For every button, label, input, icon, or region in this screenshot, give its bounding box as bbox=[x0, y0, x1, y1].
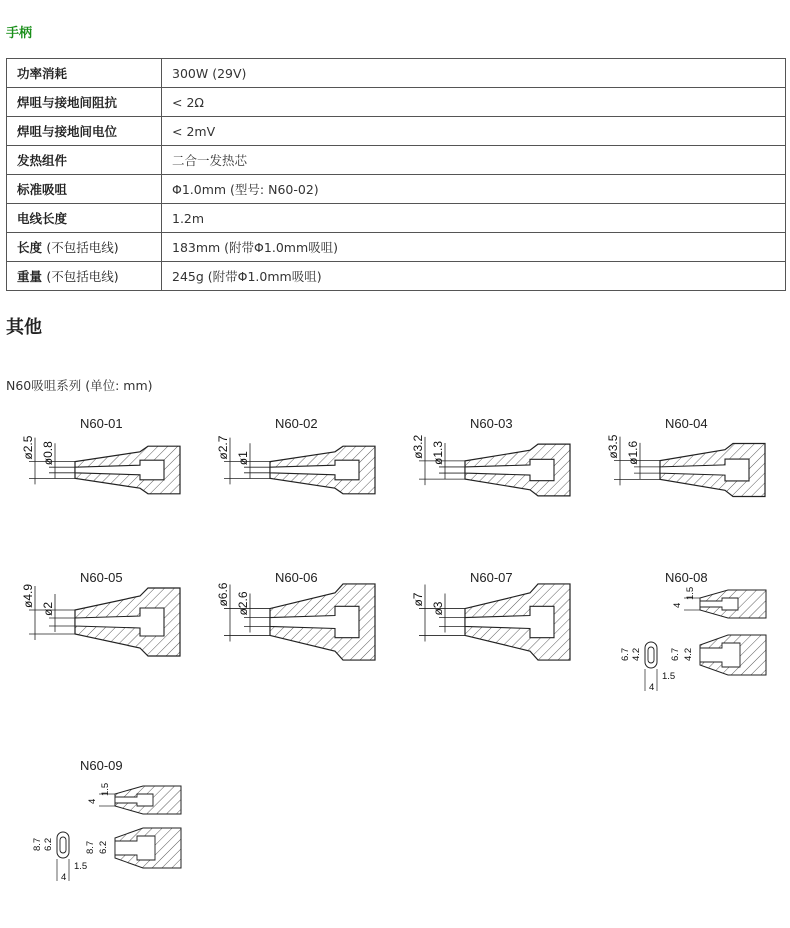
spec-key: 功率消耗 bbox=[7, 59, 162, 88]
spec-key: 发热组件 bbox=[7, 146, 162, 175]
spec-value: 1.2m bbox=[162, 204, 786, 233]
nozzle-drawing-N60-03 bbox=[411, 416, 570, 496]
outer-diameter-label: ø7 bbox=[411, 592, 425, 607]
outer-height-label: 8.7 bbox=[85, 840, 96, 854]
other-section-title: 其他 bbox=[6, 317, 42, 338]
nozzle-drawing-N60-05 bbox=[21, 570, 180, 656]
outer-diameter-label: ø2.7 bbox=[216, 435, 230, 460]
spec-value: Φ1.0mm (型号: N60-02) bbox=[162, 175, 786, 204]
nozzle-model-label: N60-09 bbox=[80, 758, 123, 773]
spec-key: 标准吸咀 bbox=[7, 175, 162, 204]
side-height-label: 4 bbox=[87, 798, 98, 804]
table-row bbox=[7, 88, 786, 117]
nozzle-drawing-N60-02 bbox=[216, 416, 375, 494]
inner-diameter-label: ø0.8 bbox=[41, 441, 55, 466]
oval-inner-label: 4.2 bbox=[631, 647, 642, 661]
spec-key: 长度 (不包括电线) bbox=[7, 233, 162, 262]
nozzle-model-label: N60-07 bbox=[470, 570, 513, 585]
outer-diameter-label: ø3.2 bbox=[411, 434, 425, 459]
nozzle-model-label: N60-06 bbox=[275, 570, 318, 585]
nozzle-drawing-N60-06 bbox=[216, 570, 375, 660]
inner-height-label: 6.2 bbox=[98, 840, 109, 854]
table-row bbox=[7, 117, 786, 146]
nozzle-model-label: N60-04 bbox=[665, 416, 708, 431]
oval-outer-label: 6.7 bbox=[620, 647, 631, 661]
oval-inner-label: 6.2 bbox=[43, 837, 54, 851]
side-slot-label: 1.5 bbox=[685, 586, 696, 600]
inner-diameter-label: ø1.6 bbox=[626, 440, 640, 465]
nozzle-drawing-N60-09 bbox=[32, 758, 181, 883]
oval-width-label: 4 bbox=[61, 872, 67, 883]
spec-key: 焊咀与接地间电位 bbox=[7, 117, 162, 146]
nozzle-drawing-N60-01 bbox=[21, 416, 180, 494]
nozzle-drawing-N60-08 bbox=[620, 570, 766, 693]
outer-diameter-label: ø3.5 bbox=[606, 434, 620, 459]
nozzle-drawings bbox=[0, 400, 790, 920]
side-height-label: 4 bbox=[672, 602, 683, 608]
inner-height-label: 4.2 bbox=[683, 647, 694, 661]
outer-diameter-label: ø4.9 bbox=[21, 583, 35, 608]
spec-value: < 2mV bbox=[162, 117, 786, 146]
inner-diameter-label: ø1.3 bbox=[431, 440, 445, 465]
spec-key: 电线长度 bbox=[7, 204, 162, 233]
nozzle-drawing-N60-07 bbox=[411, 570, 570, 660]
spec-value: 300W (29V) bbox=[162, 59, 786, 88]
table-row bbox=[7, 59, 786, 88]
inner-diameter-label: ø3 bbox=[431, 601, 445, 616]
oval-slot-label: 1.5 bbox=[74, 861, 88, 872]
handle-section-title: 手柄 bbox=[6, 26, 33, 41]
side-slot-label: 1.5 bbox=[100, 782, 111, 796]
nozzle-model-label: N60-01 bbox=[80, 416, 123, 431]
outer-height-label: 6.7 bbox=[670, 647, 681, 661]
spec-key: 重量 (不包括电线) bbox=[7, 262, 162, 291]
table-row bbox=[7, 204, 786, 233]
inner-diameter-label: ø1 bbox=[236, 451, 250, 466]
inner-diameter-label: ø2.6 bbox=[236, 591, 250, 616]
table-row bbox=[7, 233, 786, 262]
inner-diameter-label: ø2 bbox=[41, 601, 55, 616]
spec-value: 245g (附带Φ1.0mm吸咀) bbox=[162, 262, 786, 291]
oval-slot-label: 1.5 bbox=[662, 671, 676, 682]
table-row bbox=[7, 262, 786, 291]
oval-tip-bore bbox=[648, 647, 654, 663]
nozzle-drawing-N60-04 bbox=[606, 416, 765, 497]
outer-diameter-label: ø2.5 bbox=[21, 435, 35, 460]
spec-value: 二合一发热芯 bbox=[162, 146, 786, 175]
nozzle-model-label: N60-05 bbox=[80, 570, 123, 585]
handle-spec-table bbox=[6, 58, 786, 291]
spec-value: 183mm (附带Φ1.0mm吸咀) bbox=[162, 233, 786, 262]
nozzle-model-label: N60-08 bbox=[665, 570, 708, 585]
nozzle-model-label: N60-03 bbox=[470, 416, 513, 431]
nozzle-model-label: N60-02 bbox=[275, 416, 318, 431]
spec-key: 焊咀与接地间阻抗 bbox=[7, 88, 162, 117]
outer-diameter-label: ø6.6 bbox=[216, 582, 230, 607]
table-row bbox=[7, 175, 786, 204]
oval-width-label: 4 bbox=[649, 682, 655, 693]
oval-outer-label: 8.7 bbox=[32, 837, 43, 851]
table-row bbox=[7, 146, 786, 175]
spec-value: < 2Ω bbox=[162, 88, 786, 117]
nozzle-series-caption: N60吸咀系列 (单位: mm) bbox=[6, 378, 153, 393]
oval-tip-bore bbox=[60, 837, 66, 853]
